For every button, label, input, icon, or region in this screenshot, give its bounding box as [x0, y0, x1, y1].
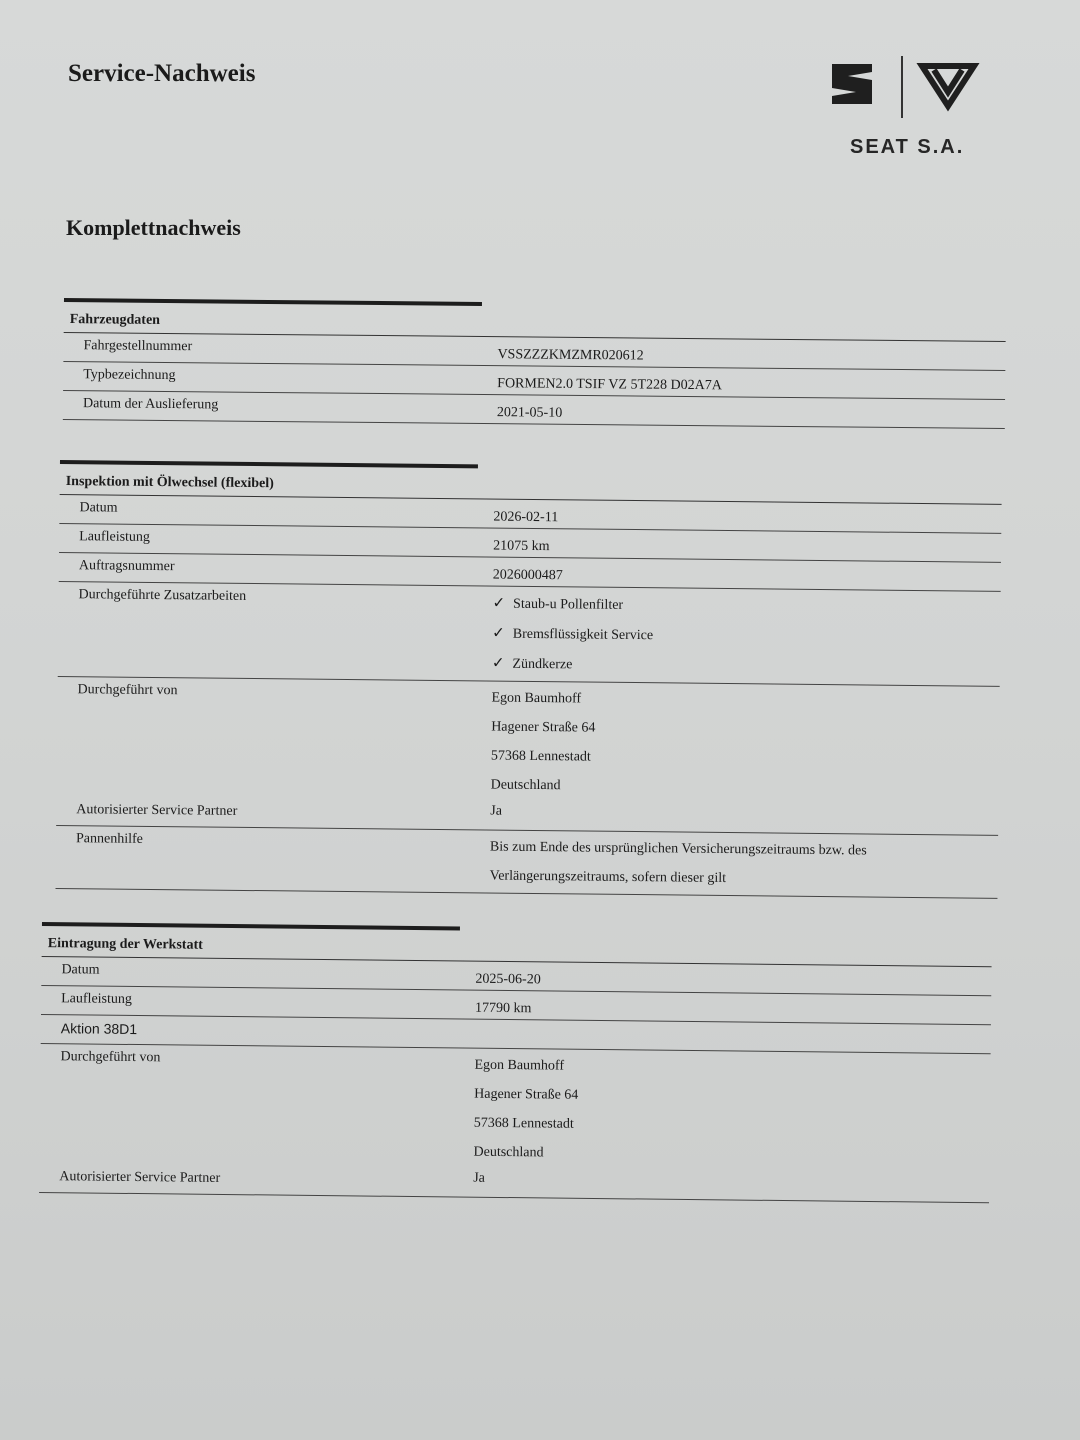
extras-list [468, 586, 1001, 686]
vin-value: VSSZZZKMZMR020612 [497, 347, 644, 364]
vin-label: Fahrgestellnummer [83, 338, 193, 355]
table-row [56, 826, 999, 899]
section-heading: Fahrzeugdaten [64, 302, 1006, 342]
mileage-label: Laufleistung [61, 991, 133, 1007]
performed-by-label: Durchgeführt von [77, 682, 178, 699]
document-title: Service-Nachweis [68, 60, 256, 87]
date-label: Datum [79, 500, 118, 516]
list-item: ✓ Staub-u Pollenfilter [492, 593, 624, 613]
cupra-logo-icon [922, 66, 974, 106]
workshop-section [39, 922, 992, 1203]
table-row [39, 1044, 990, 1174]
vehicle-section [63, 298, 1006, 429]
section-heading: Eintragung der Werkstatt [42, 926, 992, 967]
brand-name: SEAT S.A. [850, 136, 965, 158]
assistance-label: Pannenhilfe [75, 831, 143, 847]
section-heading: Inspektion mit Ölwechsel (flexibel) [60, 464, 1002, 505]
checkmark-icon: ✓ [492, 623, 505, 642]
performed-by-address: Egon Baumhoff Hagener Straße 64 57368 Lennestadt Deutschland [473, 1057, 579, 1161]
partner-label: Autorisierter Service Partner [59, 1169, 221, 1186]
date-value: 2025-06-20 [475, 971, 541, 988]
order-label: Auftragsnummer [78, 558, 175, 575]
date-value: 2026-02-11 [493, 509, 559, 526]
page-subtitle: Komplettnachweis [66, 215, 241, 240]
extras-label: Durchgeführte Zusatzarbeiten [78, 587, 247, 604]
type-label: Typbezeichnung [83, 367, 176, 384]
mileage-value: 17790 km [475, 1000, 532, 1017]
inspection-section [56, 460, 1002, 899]
partner-label: Autorisierter Service Partner [76, 802, 238, 819]
partner-value: Ja [490, 803, 503, 819]
table-row [56, 677, 999, 807]
seat-logo-icon [832, 64, 872, 104]
checkmark-icon: ✓ [492, 593, 506, 612]
list-item: ✓ Bremsflüssigkeit Service [492, 623, 654, 644]
action-label: Aktion 38D1 [60, 1020, 138, 1038]
performed-by-address: Egon Baumhoff Hagener Straße 64 57368 Lennestadt Deutschland [490, 690, 596, 794]
mileage-value: 21075 km [493, 538, 550, 555]
list-item: ✓ Zündkerze [491, 653, 573, 673]
delivery-label: Datum der Auslieferung [82, 396, 219, 413]
date-label: Datum [61, 962, 100, 978]
partner-value: Ja [473, 1170, 486, 1186]
assistance-value: Bis zum Ende des ursprünglichen Versicherungszeitraums bzw. des Verlängerungszeitraums, sofern dieser gilt [489, 839, 867, 886]
order-value: 2026000487 [492, 567, 563, 584]
table-row [58, 582, 1001, 687]
delivery-value: 2021-05-10 [496, 405, 563, 421]
type-value: FORMEN2.0 TSIF VZ 5T228 D02A7A [497, 376, 722, 394]
checkmark-icon: ✓ [491, 653, 505, 672]
performed-by-label: Durchgeführt von [60, 1049, 161, 1066]
mileage-label: Laufleistung [79, 529, 151, 545]
